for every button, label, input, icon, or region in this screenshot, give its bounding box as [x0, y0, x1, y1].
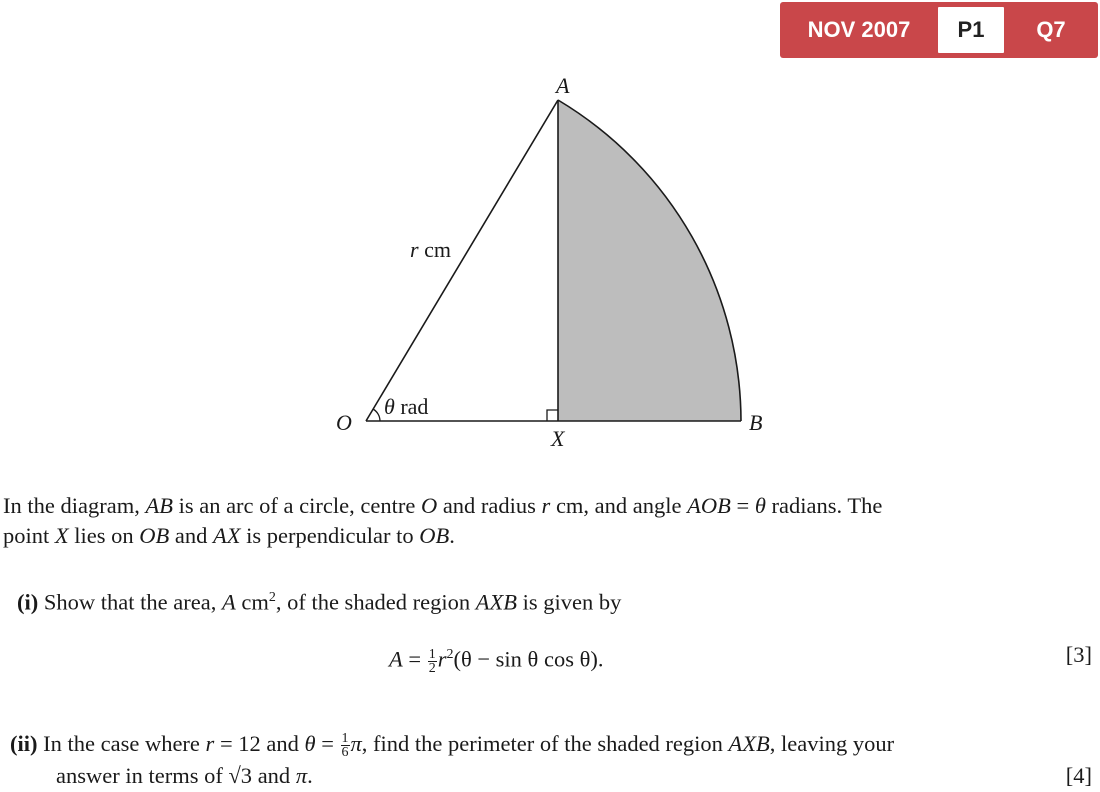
session-label: NOV 2007 [807, 17, 911, 42]
angle-label: θ rad [384, 394, 429, 419]
radius-label: r cm [410, 237, 451, 262]
part-i-question: (i) Show that the area, A $cm^2$, of the shaded region AXB is given by [17, 589, 622, 615]
label-o: O [336, 410, 352, 435]
part-ii-line-2: answer in terms of √3 and π. [56, 763, 313, 788]
part-i-formula: A = $\frac{1}{2}$ $r^2(\theta - \sin \theta$ cos θ). [389, 646, 604, 676]
label-x: X [551, 426, 565, 451]
shaded-region-axb [558, 100, 741, 421]
part-ii-question: (ii) In the case where r = 12 and θ = $\frac{1}{6}$ π, find the perimeter of the shaded region AXB, leaving your [10, 731, 895, 761]
part-i-marks: [3] [1065, 642, 1092, 667]
angle-arc [373, 409, 380, 421]
question-label: Q7 [1036, 17, 1066, 42]
part-ii-label: (ii) [10, 731, 38, 756]
line-oa [366, 100, 558, 421]
part-ii-marks: [4] [1065, 763, 1092, 788]
intro-line-1: In the diagram, AB is an arc of a circle, centre O and radius r cm, and angle AOB = θ radians. The [3, 493, 883, 518]
label-a: A [556, 73, 570, 98]
part-i-label: (i) [17, 589, 39, 615]
paper-label: P1 [938, 7, 1004, 53]
intro-line-2: point X lies on OB and AX is perpendicular to OB. [3, 523, 455, 548]
label-b: B [749, 410, 763, 435]
right-angle-marker [547, 410, 558, 421]
